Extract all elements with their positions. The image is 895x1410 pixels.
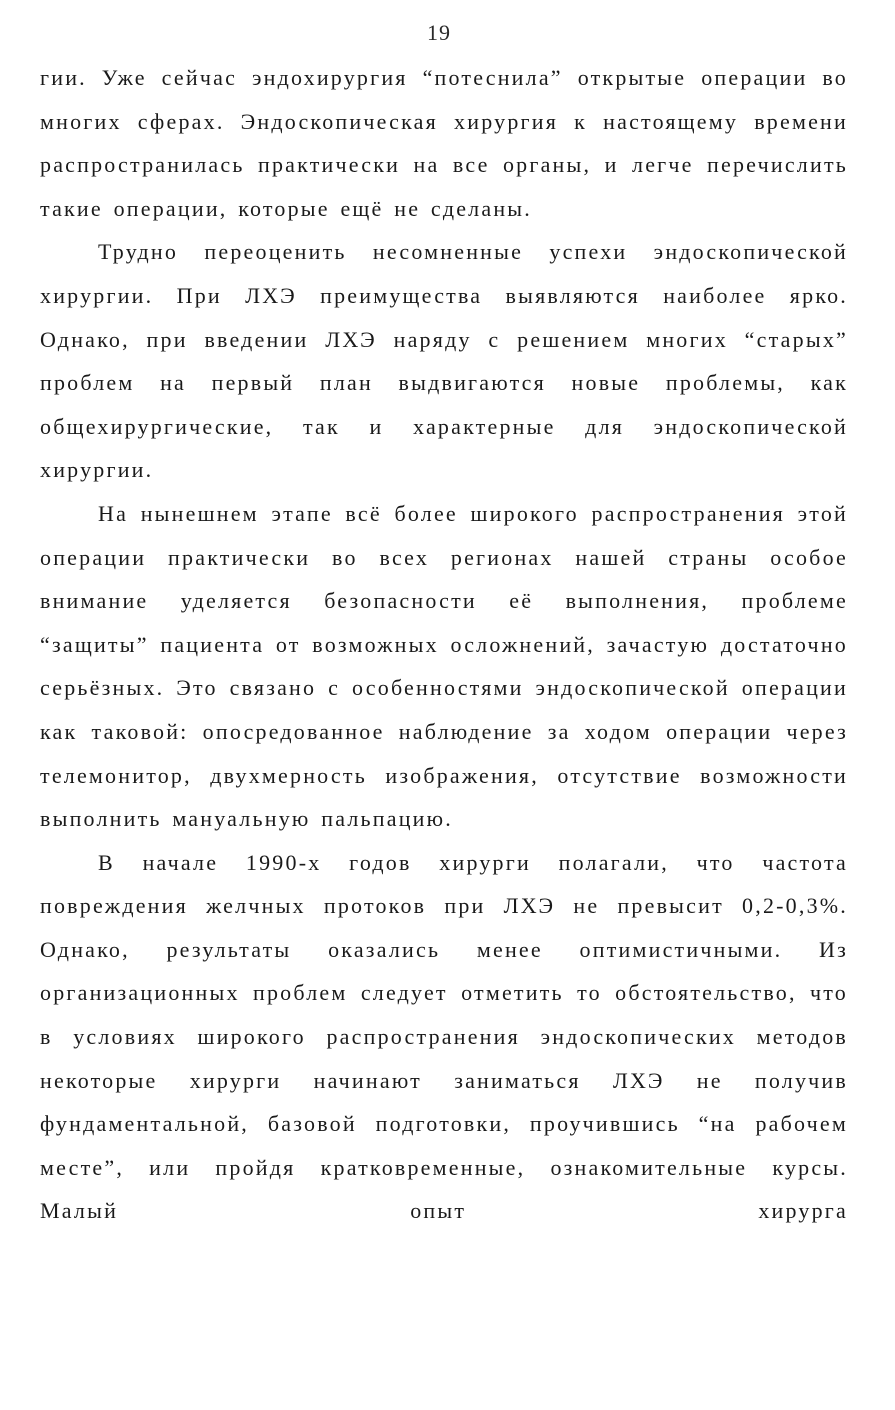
paragraph-1: гии. Уже сейчас эндохирургия “потеснила” открытые операции во многих сферах. Эндоскопическая хирургия к настоящему времени распространилась практически на все органы, и легче перечислить такие операции, которые ещё не сделаны. [40,65,848,221]
page-number: 19 [427,20,451,45]
paragraph-3: На нынешнем этапе всё более широкого распространения этой операции практически во всех регионах нашей страны особое внимание уделяется безопасности её выполнения, проблеме “защиты” пациента от возможных осложнений, зачастую достаточно серьёзных. Это связано с особенностями эндоскопической операции как таковой: опосредованное наблюдение за ходом операции через телемонитор, двухмерность изображения, отсутствие возможности выполнить мануальную пальпацию. [40,500,848,832]
paragraph-2: Трудно переоценить несомненные успехи эндоскопической хирургии. При ЛХЭ преимущества выявляются наиболее ярко. Однако, при введении ЛХЭ наряду с решением многих “старых” проблем на первый план выдвигаются новые проблемы, как общехирургические, так и характерные для эндоскопической хирургии. [40,239,848,483]
page-body [40,56,848,1233]
paragraph-4: В начале 1990-х годов хирурги полагали, что частота повреждения желчных протоков при ЛХЭ не превысит 0,2-0,3%. Однако, результаты оказались менее оптимистичными. Из организационных проблем следует отметить то обстоятельство, что в условиях широкого распространения эндоскопических методов некоторые хирурги начинают заниматься ЛХЭ не получив фундаментальной, базовой подготовки, проучившись “на рабочем месте”, или пройдя кратковременные, ознакомительные курсы. Малый опыт хирурга [40,849,848,1224]
